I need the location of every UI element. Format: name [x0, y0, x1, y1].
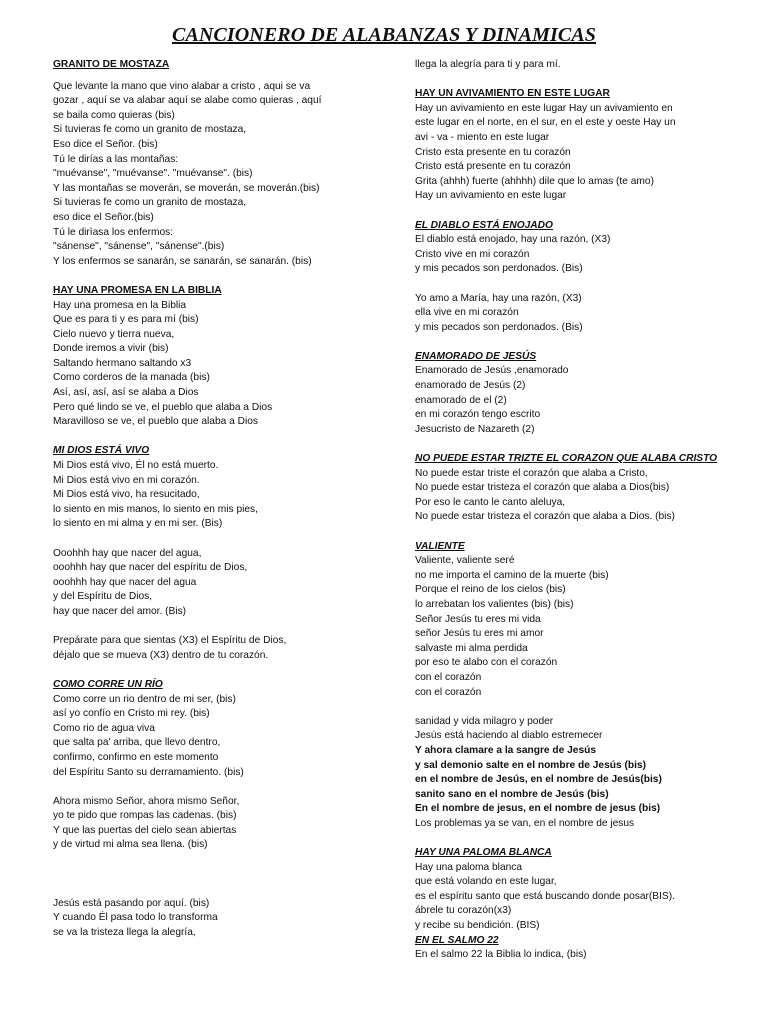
- lyric-line: Y las montañas se moverán, se moverán, se moverán.(bis): [53, 182, 320, 194]
- lyric-line: en el nombre de Jesús, en el nombre de Jesús(bis): [415, 774, 662, 786]
- lyric-line: confirmo, confirmo en este momento: [53, 751, 219, 763]
- song-title: GRANITO DE MOSTAZA: [53, 59, 170, 70]
- lyric-line: se va la tristeza llega la alegría,: [53, 927, 196, 939]
- page-title: CANCIONERO DE ALABANZAS Y DINAMICAS: [172, 24, 596, 46]
- lyric-line: Si tuvieras fe como un granito de mostaza,: [53, 124, 247, 136]
- lyric-line: Yo amo a María, hay una razón, (X3): [415, 292, 582, 304]
- lyric-line: Así, así, así, así se alaba a Dios: [53, 387, 199, 399]
- lyric-line: y de virtud mi alma sea llena. (bis): [53, 839, 208, 851]
- lyric-line: con el corazón: [415, 686, 482, 698]
- lyric-line: "sánense", "sánense", "sánense".(bis): [53, 241, 225, 253]
- lyric-line: salvaste mi alma perdida: [415, 642, 528, 654]
- lyric-line: eso dice el Señor.(bis): [53, 211, 154, 223]
- lyric-line: y sal demonio salte en el nombre de Jesús (bis): [415, 759, 646, 771]
- section-spacer: [415, 204, 760, 219]
- lyric-line: Hay un avivamiento en este lugar Hay un avivamiento en: [415, 102, 673, 114]
- lyric-line: lo siento en mi alma y en mi ser. (Bis): [53, 518, 223, 530]
- lyric-line: ooohhh hay que nacer del agua: [53, 576, 197, 588]
- section-spacer: [53, 663, 393, 678]
- lyric-line: Cristo vive en mi corazón: [415, 248, 530, 260]
- lyric-line: Y cuando Él pasa todo lo transforma: [53, 912, 218, 924]
- lyric-line: Y que las puertas del cielo sean abiertas: [53, 824, 237, 836]
- lyric-line: Valiente, valiente seré: [415, 555, 515, 567]
- lyric-line: Maravilloso se ve, el pueblo que alaba a Dios: [53, 416, 259, 428]
- song-section: [53, 269, 393, 430]
- lyric-line: Pero qué lindo se ve, el pueblo que alaba a Dios: [53, 401, 273, 413]
- lyric-line: Si tuvieras fe como un granito de mostaza,: [53, 197, 247, 209]
- lyric-line: señor Jesús tu eres mi amor: [415, 628, 544, 640]
- lyric-line: y mis pecados son perdonados. (Bis): [415, 263, 583, 275]
- lyric-line: No puede estar tristeza el corazón que alaba a Dios(bis): [415, 482, 670, 494]
- song-title: HAY UNA PALOMA BLANCA: [415, 847, 552, 859]
- song-section: [415, 204, 760, 335]
- title-spacer: [53, 73, 393, 80]
- lyric-line: déjalo que se mueva (X3) dentro de tu corazón.: [53, 649, 269, 661]
- blank-line: [53, 532, 393, 547]
- lyric-line: gozar , aquí se va alabar aquí se alabe como quieras , aquí: [53, 95, 322, 107]
- song-section: [53, 58, 393, 269]
- lyric-line: En el nombre de jesus, en el nombre de jesus (bis): [415, 803, 661, 815]
- section-spacer: [53, 430, 393, 445]
- section-spacer: [415, 831, 760, 846]
- lyric-line: Como rio de agua viva: [53, 722, 155, 734]
- lyric-line: que está volando en este lugar,: [415, 876, 557, 888]
- lyric-line: Y los enfermos se sanarán, se sanarán, se sanarán. (bis): [53, 255, 312, 267]
- lyric-line: Ahora mismo Señor, ahora mismo Señor,: [53, 795, 240, 807]
- song-section: [415, 335, 760, 437]
- song-title: COMO CORRE UN RÍO: [53, 678, 163, 690]
- lyric-line: que salta pa' arriba, que llevo dentro,: [53, 737, 221, 749]
- lyric-line: por eso te alabo con el corazón: [415, 657, 558, 669]
- lyric-line: llega la alegría para ti y para mí.: [415, 59, 561, 70]
- blank-line: [53, 868, 393, 883]
- section-spacer: [415, 73, 760, 88]
- lyric-line: Mi Dios está vivo en mi corazón.: [53, 474, 200, 486]
- lyric-line: Jesús está pasando por aquí. (bis): [53, 897, 210, 909]
- lyric-line: Enamorado de Jesús ,enamorado: [415, 365, 569, 377]
- lyric-line: Mi Dios está vivo, Él no está muerto.: [53, 460, 219, 472]
- song-title: ENAMORADO DE JESÚS: [415, 350, 537, 362]
- lyric-line: Tú le dirías a las montañas:: [53, 153, 179, 165]
- song-section: [415, 437, 760, 525]
- song-section: [53, 430, 393, 664]
- section-spacer: [415, 335, 760, 350]
- lyric-line: y mis pecados son perdonados. (Bis): [415, 321, 583, 333]
- lyric-line: Mi Dios está vivo, ha resucitado,: [53, 489, 200, 501]
- lyric-line: yo te pido que rompas las cadenas. (bis): [53, 810, 237, 822]
- lyric-line: El diablo está enojado, hay una razón, (X3): [415, 234, 611, 246]
- song-title: HAY UN AVIVAMIENTO EN ESTE LUGAR: [415, 88, 610, 100]
- lyric-line: este lugar en el norte, en el sur, en el este y oeste Hay un: [415, 117, 676, 129]
- song-title: HAY UNA PROMESA EN LA BIBLIA: [53, 284, 222, 296]
- lyric-line: Eso dice el Señor. (bis): [53, 138, 158, 150]
- lyric-line: Prepárate para que sientas (X3) el Espíritu de Dios,: [53, 635, 287, 647]
- lyric-line: hay que nacer del amor. (Bis): [53, 605, 187, 617]
- lyric-line: ooohhh hay que nacer del espíritu de Dios,: [53, 562, 248, 574]
- right-column: [415, 58, 760, 963]
- lyric-line: Cristo esta presente en tu corazón: [415, 146, 571, 158]
- lyric-line: ábrele tu corazón(x3): [415, 905, 512, 917]
- lyric-line: del Espíritu Santo su derramamiento. (bis): [53, 766, 244, 778]
- blank-line: [415, 700, 760, 715]
- song-title: EN EL SALMO 22: [415, 934, 499, 946]
- lyric-line: Ooohhh hay que nacer del agua,: [53, 547, 202, 559]
- lyric-line: Porque el reino de los cielos (bis): [415, 584, 566, 596]
- lyric-line: ella vive en mi corazón: [415, 307, 519, 319]
- lyric-line: Donde iremos a vivir (bis): [53, 343, 169, 355]
- section-spacer: [415, 437, 760, 452]
- lyric-line: Como corre un rio dentro de mi ser, (bis): [53, 693, 236, 705]
- blank-line: [53, 620, 393, 635]
- lyric-line: y recibe su bendición. (BIS): [415, 920, 540, 932]
- lyric-line: así yo confío en Cristo mi rey. (bis): [53, 708, 210, 720]
- lyric-line: Jesús está haciendo al diablo estremecer: [415, 730, 603, 742]
- song-section: [415, 934, 760, 963]
- lyric-line: no me importa el camino de la muerte (bis): [415, 569, 609, 581]
- song-title: MI DIOS ESTÁ VIVO: [53, 445, 150, 457]
- lyric-line: Saltando hermano saltando x3: [53, 357, 192, 369]
- blank-line: [53, 853, 393, 868]
- lyric-line: con el corazón: [415, 671, 482, 683]
- blank-line: [415, 277, 760, 292]
- lyric-line: y del Espíritu de Dios,: [53, 591, 153, 603]
- song-section: [415, 73, 760, 204]
- section-spacer: [53, 269, 393, 284]
- lyric-line: No puede estar triste el corazón que alaba a Cristo,: [415, 467, 648, 479]
- lyric-line: en mi corazón tengo escrito: [415, 409, 541, 421]
- lyric-line: sanidad y vida milagro y poder: [415, 715, 554, 727]
- lyric-line: Los problemas ya se van, en el nombre de jesus: [415, 817, 635, 829]
- lyric-line: Y ahora clamare a la sangre de Jesús: [415, 744, 597, 756]
- lyric-line: Cristo está presente en tu corazón: [415, 161, 571, 173]
- lyric-line: Que es para ti y es para mí (bis): [53, 314, 199, 326]
- lyric-line: Jesucristo de Nazareth (2): [415, 423, 535, 435]
- lyric-line: lo arrebatan los valientes (bis) (bis): [415, 598, 574, 610]
- lyric-line: sanito sano en el nombre de Jesús (bis): [415, 788, 609, 800]
- lyric-line: avi - va - miento en este lugar: [415, 131, 550, 143]
- lyric-line: Grita (ahhh) fuerte (ahhhh) dile que lo amas (te amo): [415, 175, 654, 187]
- lyric-line: Que levante la mano que vino alabar a cristo , aqui se va: [53, 80, 311, 92]
- lyric-line: Cielo nuevo y tierra nueva,: [53, 328, 175, 340]
- lyric-line: Señor Jesús tu eres mi vida: [415, 613, 541, 625]
- song-title: VALIENTE: [415, 540, 465, 552]
- lyric-line: "muévanse", "muévanse". "muévanse". (bis): [53, 168, 253, 180]
- lyric-line: enamorado de Jesús (2): [415, 380, 526, 392]
- blank-line: [53, 882, 393, 897]
- lyric-line: No puede estar tristeza el corazón que alaba a Dios. (bis): [415, 511, 675, 523]
- lyric-line: Por eso le canto le canto aleluya,: [415, 496, 566, 508]
- lyric-line: Hay una promesa en la Biblia: [53, 299, 187, 311]
- lyric-line: Hay un avivamiento en este lugar: [415, 190, 567, 202]
- section-spacer: [415, 525, 760, 540]
- song-section: [53, 663, 393, 940]
- lyric-line: lo siento en mis manos, lo siento en mis pies,: [53, 503, 258, 515]
- lyric-line: Como corderos de la manada (bis): [53, 372, 210, 384]
- lyric-line: enamorado de el (2): [415, 394, 507, 406]
- song-section: [415, 525, 760, 831]
- song-section: [415, 58, 760, 73]
- blank-line: [53, 780, 393, 795]
- lyric-line: se baila como quieras (bis): [53, 109, 175, 121]
- song-title: EL DIABLO ESTÁ ENOJADO: [415, 219, 553, 231]
- lyric-line: es el espíritu santo que está buscando donde posar(BIS).: [415, 890, 675, 902]
- song-section: [415, 831, 760, 933]
- lyric-line: En el salmo 22 la Biblia lo indica, (bis): [415, 949, 587, 961]
- left-column: [53, 58, 393, 941]
- lyric-line: Hay una paloma blanca: [415, 861, 523, 873]
- lyric-line: Tú le dirìasa los enfermos:: [53, 226, 174, 238]
- song-title: NO PUEDE ESTAR TRIZTE EL CORAZON QUE ALABA CRISTO: [415, 453, 718, 465]
